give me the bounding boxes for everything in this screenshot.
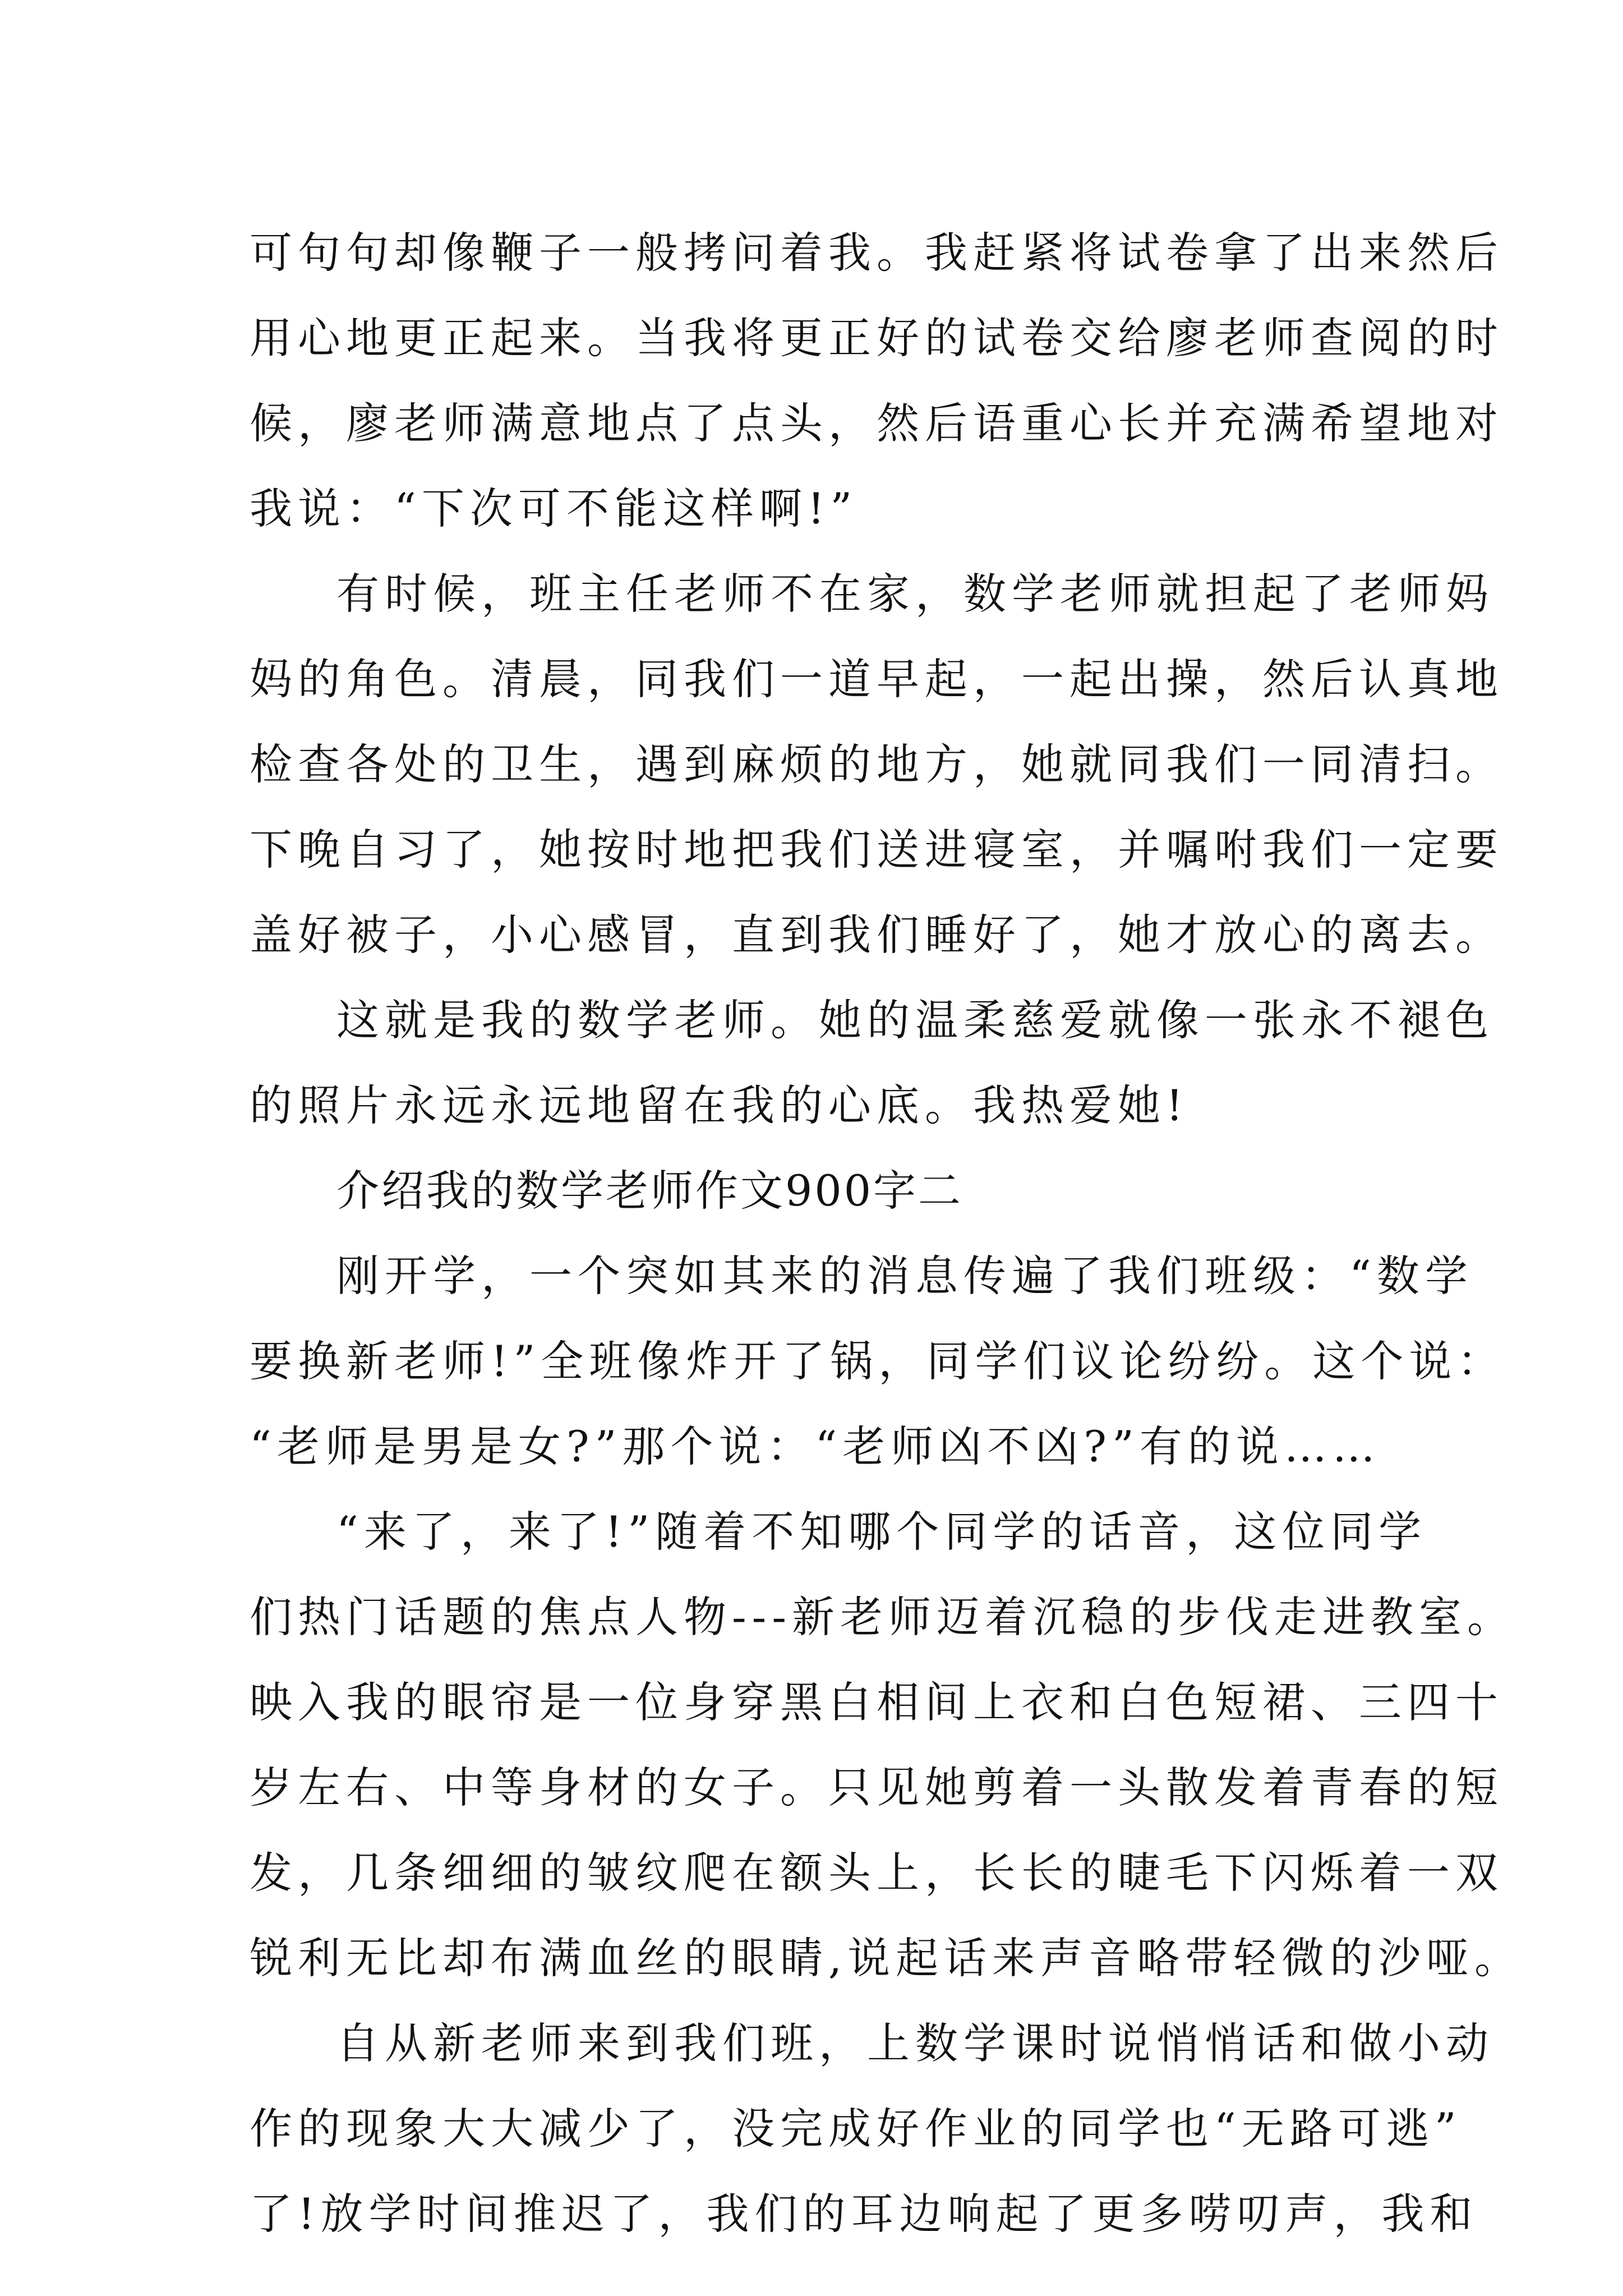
text-line: 检查各处的卫生，遇到麻烦的地方，她就同我们一同清扫。 (250, 739, 1504, 789)
text-line: 了!放学时间推迟了，我们的耳边响起了更多唠叨声，我和 (250, 2189, 1478, 2239)
paragraph-start-line: “来了，来了!”随着不知哪个同学的话音，这位同学 (336, 1507, 1427, 1557)
text-line: 映入我的眼帘是一位身穿黑白相间上衣和白色短裙、三四十 (250, 1677, 1504, 1727)
paragraph-start-line: 这就是我的数学老师。她的温柔慈爱就像一张永不褪色 (336, 995, 1494, 1045)
text-line: 岁左右、中等身材的女子。只见她剪着一头散发着青春的短 (250, 1763, 1504, 1812)
paragraph-start-line: 有时候，班主任老师不在家，数学老师就担起了老师妈 (336, 569, 1494, 619)
text-line: 们热门话题的焦点人物---新老师迈着沉稳的步伐走进教室。 (250, 1592, 1516, 1642)
text-line: 发，几条细细的皱纹爬在额头上，长长的睫毛下闪烁着一双 (250, 1848, 1504, 1898)
paragraph-start-line: 自从新老师来到我们班，上数学课时说悄悄话和做小动 (336, 2018, 1494, 2068)
text-line: 妈的角色。清晨，同我们一道早起，一起出操，然后认真地 (250, 654, 1504, 704)
text-line: 下晚自习了，她按时地把我们送进寝室，并嘱咐我们一定要 (250, 825, 1504, 875)
text-line: 可句句却像鞭子一般拷问着我。我赶紧将试卷拿了出来然后 (250, 228, 1504, 278)
paragraph-start-line: 刚开学，一个突如其来的消息传遍了我们班级：“数学 (336, 1251, 1473, 1301)
text-line: 盖好被子，小心感冒，直到我们睡好了，她才放心的离去。 (250, 910, 1504, 960)
text-line: 的照片永远永远地留在我的心底。我热爱她! (250, 1080, 1189, 1130)
section-heading: 介绍我的数学老师作文900字二 (336, 1166, 963, 1216)
essay-text (250, 210, 1523, 2257)
text-line: 要换新老师!”全班像炸开了锅，同学们议论纷纷。这个说： (250, 1336, 1506, 1386)
text-line: 用心地更正起来。当我将更正好的试卷交给廖老师查阅的时 (250, 313, 1504, 363)
text-line: “老师是男是女?”那个说：“老师凶不凶?”有的说…… (250, 1421, 1381, 1471)
text-line: 锐利无比却布满血丝的眼睛,说起话来声音略带轻微的沙哑。 (250, 1933, 1523, 1983)
text-line: 作的现象大大减少了，没完成好作业的同学也“无路可逃” (250, 2104, 1462, 2154)
text-line: 候，廖老师满意地点了点头，然后语重心长并充满希望地对 (250, 398, 1504, 448)
text-line: 我说：“下次可不能这样啊!” (250, 484, 858, 533)
